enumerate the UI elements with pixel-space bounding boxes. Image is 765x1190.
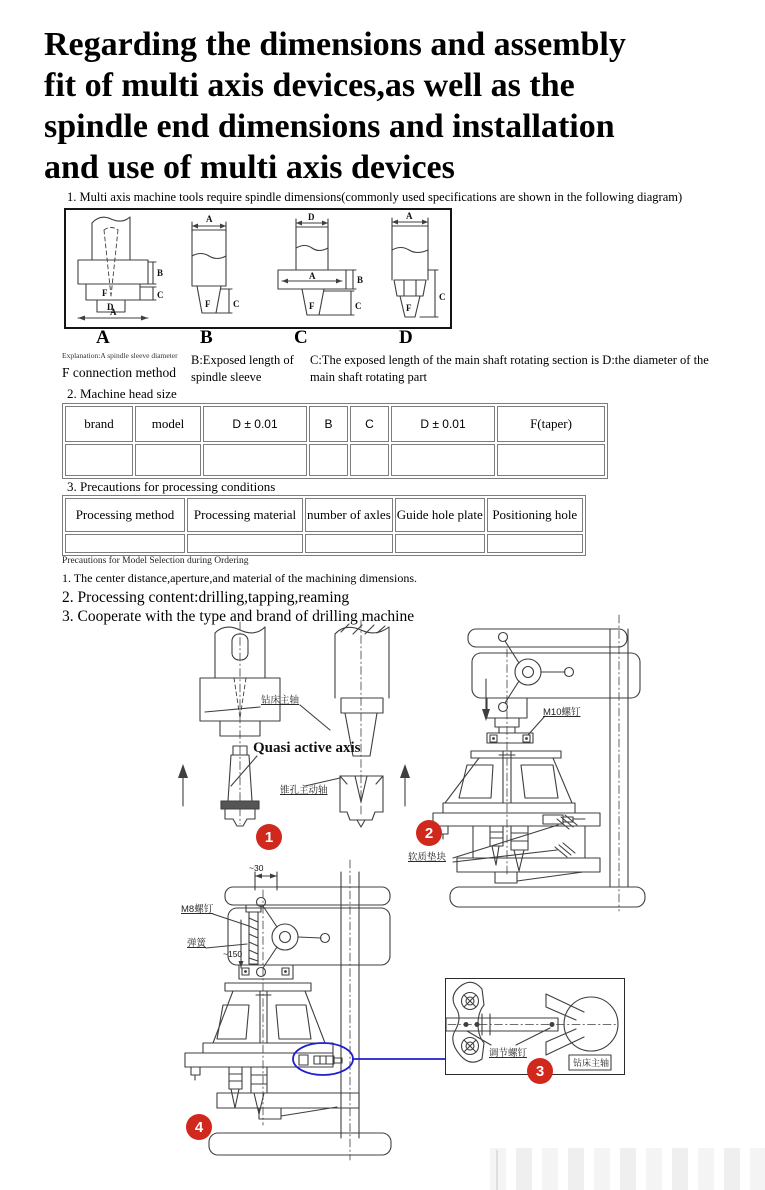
figure-4-marker: 4 xyxy=(186,1114,212,1140)
table-empty-row xyxy=(65,534,583,553)
header-model: model xyxy=(135,406,201,442)
dim-label: F xyxy=(309,301,315,311)
empty-cell xyxy=(135,444,201,476)
figure-1-marker: 1 xyxy=(256,824,282,850)
soft-pad-label: 软质垫块 xyxy=(408,852,447,863)
quasi-active-axis-label: Quasi active axis xyxy=(253,740,361,756)
machine-head-table xyxy=(62,403,608,479)
variant-letter-b: B xyxy=(200,327,213,348)
empty-cell xyxy=(350,444,389,476)
figure-1-drawing xyxy=(165,618,420,853)
m8-screw-label: M8螺钉 xyxy=(181,904,214,915)
title-line-2: fit of multi axis devices,as well as the xyxy=(44,67,575,104)
drill-spindle-label: 钻床主轴 xyxy=(261,695,300,706)
drill-spindle-label: 钻床主轴 xyxy=(573,1058,610,1068)
title-line-4: and use of multi axis devices xyxy=(44,149,455,186)
variant-a-drawing xyxy=(78,217,156,321)
explanation-b-note: B:Exposed length of spindle sleeve xyxy=(191,353,294,384)
header-d2: D ± 0.01 xyxy=(391,406,495,442)
empty-cell xyxy=(497,444,605,476)
figure-3-line-art xyxy=(446,982,618,1070)
empty-cell xyxy=(487,534,583,553)
dim-label: B xyxy=(357,275,364,285)
figure-3-marker: 3 xyxy=(527,1058,553,1084)
empty-cell xyxy=(309,444,348,476)
dim-label: A xyxy=(206,214,213,224)
empty-cell xyxy=(395,534,485,553)
page-title xyxy=(44,24,734,188)
section-2-heading: 2. Machine head size xyxy=(67,386,177,401)
table-header-row xyxy=(65,406,605,442)
variant-letter-a: A xyxy=(96,327,110,348)
spindle-types-panel xyxy=(64,208,452,329)
m10-screw-label: M10螺钉 xyxy=(543,707,581,718)
scan-artifact-line xyxy=(496,1150,498,1190)
empty-cell xyxy=(187,534,303,553)
header-number-of-axles: number of axles xyxy=(305,498,393,532)
explanation-cd-note: C:The exposed length of the main shaft rotating section is D:the diameter of the main shaft rotating part xyxy=(310,353,709,384)
header-positioning-hole: Positioning hole xyxy=(487,498,583,532)
section-3-heading: 3. Precautions for processing conditions xyxy=(67,479,276,494)
figure-4-drawing xyxy=(173,860,445,1162)
explanation-col-a xyxy=(62,351,190,381)
figure-2-line-art xyxy=(433,615,645,911)
empty-cell xyxy=(203,444,307,476)
adjust-screw-label: 调节螺钉 xyxy=(489,1048,528,1059)
empty-cell xyxy=(65,534,185,553)
variant-letter-d: D xyxy=(399,327,413,348)
dim-label: F xyxy=(102,288,108,298)
empty-cell xyxy=(305,534,393,553)
dim-label: C xyxy=(355,301,362,311)
header-d1: D ± 0.01 xyxy=(203,406,307,442)
intro-text: 1. Multi axis machine tools require spindle dimensions(commonly used specifications are shown in the following diagram) xyxy=(67,190,683,204)
dim-label: A xyxy=(110,307,117,317)
figure-3-drawing xyxy=(446,979,621,1071)
spindle-types-drawing xyxy=(66,210,446,322)
dim-label: C xyxy=(233,299,240,309)
ordering-heading: Precautions for Model Selection during Ordering xyxy=(62,556,249,566)
header-f-taper: F(taper) xyxy=(497,406,605,442)
title-line-3: spindle end dimensions and installation xyxy=(44,108,615,145)
variant-c-drawing xyxy=(278,219,356,315)
dim-30-label: ~30 xyxy=(249,863,264,873)
variant-d-drawing xyxy=(392,218,438,317)
header-processing-material: Processing material xyxy=(187,498,303,532)
dim-label: A xyxy=(406,211,413,221)
header-brand: brand xyxy=(65,406,133,442)
explanation-a-note: Explanation:A spindle sleeve diameter xyxy=(62,351,178,360)
variant-letter-c: C xyxy=(294,327,308,348)
ordering-item-1: 1. The center distance,aperture,and material of the machining dimensions. xyxy=(62,571,417,585)
header-guide-hole-plate: Guide hole plate xyxy=(395,498,485,532)
dim-150-label: ~150 xyxy=(223,949,243,959)
scan-artifact-stripes xyxy=(480,1148,765,1190)
header-b: B xyxy=(309,406,348,442)
figure-2-marker: 2 xyxy=(416,820,442,846)
empty-cell xyxy=(391,444,495,476)
taper-shaft-label: 锥孔主动轴 xyxy=(280,785,328,796)
dim-label: A xyxy=(309,271,316,281)
dim-label: D xyxy=(308,212,315,222)
dim-label: C xyxy=(439,292,446,302)
dim-label: C xyxy=(157,290,164,300)
dim-label: F xyxy=(406,303,412,313)
dim-label: B xyxy=(157,268,164,278)
dim-label: F xyxy=(205,299,211,309)
spring-label: 弹簧 xyxy=(187,938,207,949)
table-header-row xyxy=(65,498,583,532)
dim-label: D xyxy=(107,302,114,312)
title-line-1: Regarding the dimensions and assembly xyxy=(44,26,626,63)
ordering-item-2: 2. Processing content:drilling,tapping,reaming xyxy=(62,589,350,606)
empty-cell xyxy=(65,444,133,476)
figure-4-line-art xyxy=(185,860,445,1160)
header-processing-method: Processing method xyxy=(65,498,185,532)
processing-conditions-table xyxy=(62,495,586,556)
ordering-item-3: 3. Cooperate with the type and brand of drilling machine xyxy=(62,608,415,625)
table-empty-row xyxy=(65,444,605,476)
header-c: C xyxy=(350,406,389,442)
explanation-f-note: F connection method xyxy=(62,365,176,380)
variant-b-drawing xyxy=(192,222,232,313)
